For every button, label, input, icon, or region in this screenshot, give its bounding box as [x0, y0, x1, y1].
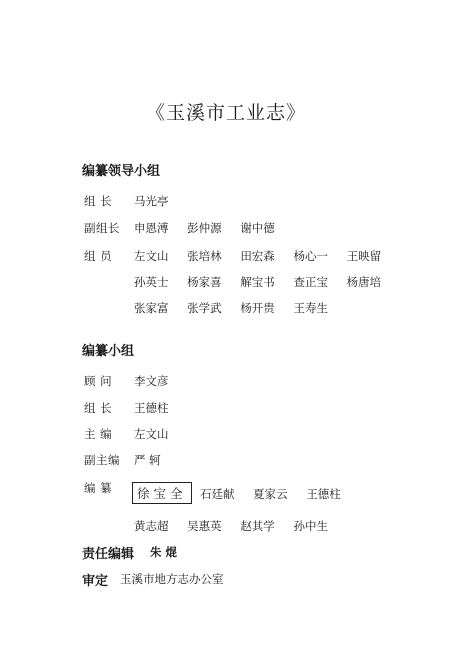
editors-row-2	[134, 518, 343, 534]
leadership-members-row-1	[134, 248, 396, 264]
person-name: 王德柱	[306, 487, 341, 501]
person-name: 孙英士	[134, 275, 169, 289]
person-name: 杨唐培	[346, 275, 382, 289]
leadership-heading: 编纂领导小组	[82, 164, 161, 179]
person-name: 杨家喜	[187, 275, 222, 289]
book-title: 《玉溪市工业志》	[146, 102, 307, 124]
person-name: 王寿生	[293, 301, 328, 315]
deputy-chief-label: 副主编	[84, 453, 120, 467]
person-name: 田宏森	[240, 249, 275, 263]
person-name: 查正宝	[293, 275, 328, 289]
person-name: 孙中生	[293, 519, 328, 533]
deputy-chief-name: 严 轲	[134, 453, 161, 467]
leadership-members-row-2	[134, 274, 396, 290]
person-name: 夏家云	[253, 487, 288, 501]
chief-editor-name: 左文山	[134, 427, 169, 441]
chief-editor-label: 主 编	[84, 427, 113, 441]
person-name: 解宝书	[240, 275, 275, 289]
review-value: 玉溪市地方志办公室	[120, 572, 224, 586]
leadership-deputy-label: 副组长	[84, 221, 120, 235]
person-name: 张家富	[134, 301, 169, 315]
editorial-leader-name: 王德柱	[134, 401, 169, 415]
person-name: 左文山	[134, 249, 169, 263]
person-name: 王映留	[346, 249, 382, 263]
person-name: 吴惠英	[187, 519, 222, 533]
leadership-deputy-names	[134, 220, 290, 236]
person-name: 石廷献	[200, 487, 235, 501]
leadership-members-row-3	[134, 300, 343, 316]
person-name: 申恩溥	[134, 221, 169, 235]
person-name: 杨心一	[293, 249, 328, 263]
leadership-leader-label: 组 长	[84, 194, 113, 208]
leadership-leader-name: 马光亭	[134, 194, 169, 208]
person-name: 杨开贵	[240, 301, 275, 315]
editorial-leader-label: 组 长	[84, 401, 113, 415]
editorial-heading: 编纂小组	[82, 344, 135, 359]
editors-label: 编 纂	[84, 481, 113, 495]
boxed-editor-name: 徐宝全	[132, 482, 192, 504]
advisor-name: 李文彦	[134, 374, 169, 388]
person-name: 赵其学	[240, 519, 275, 533]
editors-row-1	[200, 486, 356, 502]
person-name: 张学武	[187, 301, 222, 315]
responsible-editor-label: 责任编辑	[82, 547, 135, 562]
advisor-label: 顾 问	[84, 374, 113, 388]
leadership-members-label: 组 员	[84, 249, 113, 263]
person-name: 黄志超	[134, 519, 169, 533]
responsible-editor-name: 朱 焜	[150, 545, 178, 559]
review-label: 审定	[82, 574, 109, 589]
person-name: 张培林	[187, 249, 222, 263]
person-name: 谢中德	[240, 221, 275, 235]
person-name: 彭仲源	[187, 221, 222, 235]
